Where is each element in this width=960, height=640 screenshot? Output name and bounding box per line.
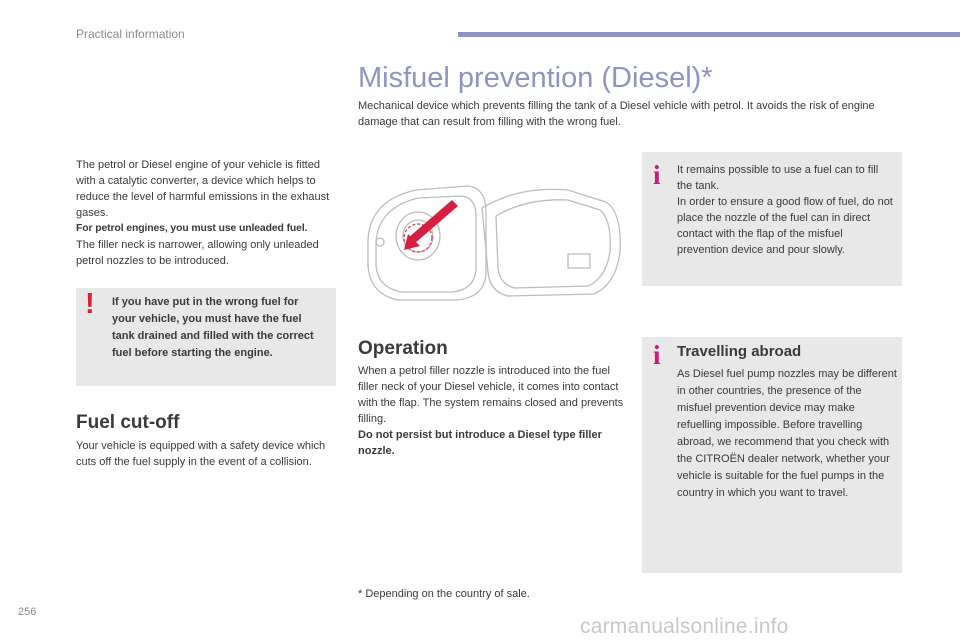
intro-text: Mechanical device which prevents filling the tank of a Diesel vehicle with petrol. It avoids the risk of engine damage that can result from filling with the wrong fuel.	[358, 100, 875, 128]
warning-icon: !	[85, 288, 95, 320]
fuel-can-text	[677, 162, 895, 258]
para1: The petrol or Diesel engine of your vehicle is fitted with a catalytic converter, a device which helps to reduce the level of harmful emissions in the exhaust gases.	[76, 159, 330, 219]
operation-bold-note: Do not persist but introduce a Diesel type filler nozzle.	[358, 429, 602, 457]
page-number: 256	[18, 606, 37, 618]
unleaded-fuel-note: For petrol engines, you must use unleaded fuel.	[76, 223, 308, 234]
warning-text: If you have put in the wrong fuel for your vehicle, you must have the fuel tank drained and filled with the correct fuel before starting the engine.	[112, 296, 314, 359]
flap-latch	[568, 254, 590, 268]
fuel-cutoff-title: Fuel cut-off	[76, 412, 180, 433]
header-bar	[458, 32, 960, 37]
travel-text: As Diesel fuel pump nozzles may be different in other countries, the presence of the misfuel prevention device may make refuelling impossible. Before travelling abroad, we recommend that you check with the CITROËN dealer network, whether your vehicle is suitable for the fuel pumps in the country in which you want to travel.	[677, 368, 897, 499]
watermark: carmanualsonline.info	[580, 615, 789, 638]
info-icon-travel: i	[653, 340, 661, 370]
operation-title: Operation	[358, 338, 448, 359]
info-icon: i	[653, 160, 661, 190]
flap-housing	[368, 186, 486, 300]
para2: The filler neck is narrower, allowing only unleaded petrol nozzles to be introduced.	[76, 239, 319, 267]
operation-desc: When a petrol filler nozzle is introduced into the fuel filler neck of your Diesel vehicle, it comes into contact with the flap. The system remains closed and prevents filling.	[358, 365, 624, 425]
travel-title: Travelling abroad	[677, 343, 802, 360]
fuel-flap-door-inner	[496, 200, 610, 288]
fuel-can-line1: It remains possible to use a fuel can to fill the tank.	[677, 164, 879, 192]
catalytic-converter-text	[76, 157, 338, 269]
flap-housing-inner	[376, 196, 476, 292]
fuel-can-line2: In order to ensure a good flow of fuel, do not place the nozzle of the fuel can in direct contact with the flap of the misfuel prevention device and pour slowly.	[677, 196, 893, 256]
operation-text	[358, 363, 630, 459]
filler-flap-illustration	[358, 172, 630, 312]
section-label: Practical information	[76, 27, 185, 41]
footnote: * Depending on the country of sale.	[358, 588, 530, 600]
page-title: Misfuel prevention (Diesel)*	[358, 62, 713, 94]
hinge-pin	[376, 238, 384, 246]
fuel-cutoff-text: Your vehicle is equipped with a safety device which cuts off the fuel supply in the event of a collision.	[76, 440, 326, 468]
